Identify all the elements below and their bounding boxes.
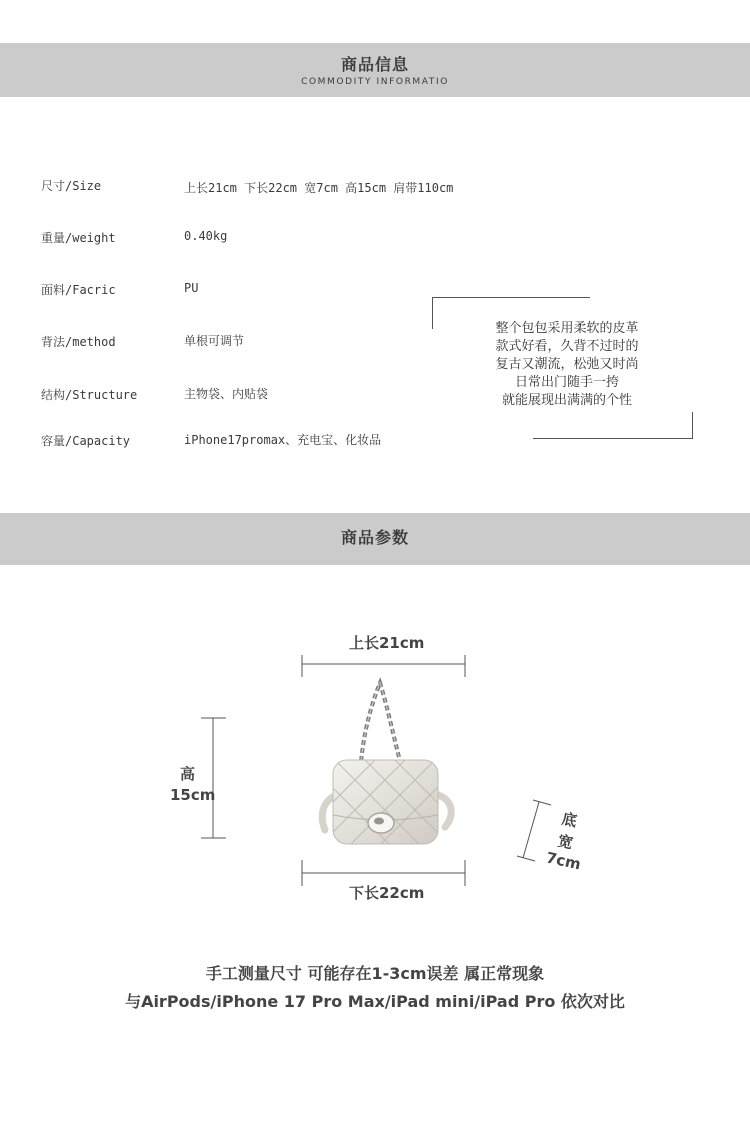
spec-label-structure: 结构/Structure xyxy=(41,388,138,402)
measurement-note: 手工测量尺寸 可能存在1-3cm误差 属正常现象 xyxy=(205,964,545,983)
dimension-depth-value: 7cm xyxy=(544,848,583,874)
spec-value-size: 上长21cm 下长22cm 宽7cm 高15cm 肩带110cm xyxy=(184,181,454,195)
spec-label-fabric: 面料/Facric xyxy=(41,283,116,297)
dimension-height-value: 15cm xyxy=(170,786,216,804)
spec-label-weight: 重量/weight xyxy=(41,231,116,245)
dimension-depth-char-2: 宽 xyxy=(556,831,575,853)
spec-value-weight: 0.40kg xyxy=(184,229,228,243)
quote-line: 就能展现出满满的个性 xyxy=(501,393,632,408)
section-subtitle-info: COMMODITY INFORMATIO xyxy=(301,77,449,87)
dimension-top-label: 上长21cm xyxy=(349,634,425,652)
quote-line: 款式好看，久背不过时的 xyxy=(495,339,639,354)
comparison-note: 与AirPods/iPhone 17 Pro Max/iPad mini/iPad Pro 依次对比 xyxy=(125,992,625,1011)
dimension-height-char: 高 xyxy=(180,765,196,783)
spec-value-fabric: PU xyxy=(184,281,199,295)
spec-label-capacity: 容量/Capacity xyxy=(41,434,131,448)
quote-line: 复古又潮流，松弛又时尚 xyxy=(495,357,639,372)
quote-line: 整个包包采用柔软的皮革 xyxy=(495,321,639,336)
spec-label-size: 尺寸/Size xyxy=(41,179,102,193)
spec-value-capacity: iPhone17promax、充电宝、化妆品 xyxy=(184,433,382,447)
quote-line: 日常出门随手一挎 xyxy=(514,375,619,390)
spec-value-structure: 主物袋、内贴袋 xyxy=(184,387,269,401)
section-title-params: 商品参数 xyxy=(340,528,409,547)
dimension-bottom-label: 下长22cm xyxy=(349,884,425,902)
section-title-info: 商品信息 xyxy=(340,55,409,74)
spec-label-method: 背法/method xyxy=(41,335,116,349)
handbag-image xyxy=(305,675,475,855)
dimension-depth-char-1: 底 xyxy=(560,809,579,831)
spec-value-method: 单根可调节 xyxy=(184,334,245,348)
